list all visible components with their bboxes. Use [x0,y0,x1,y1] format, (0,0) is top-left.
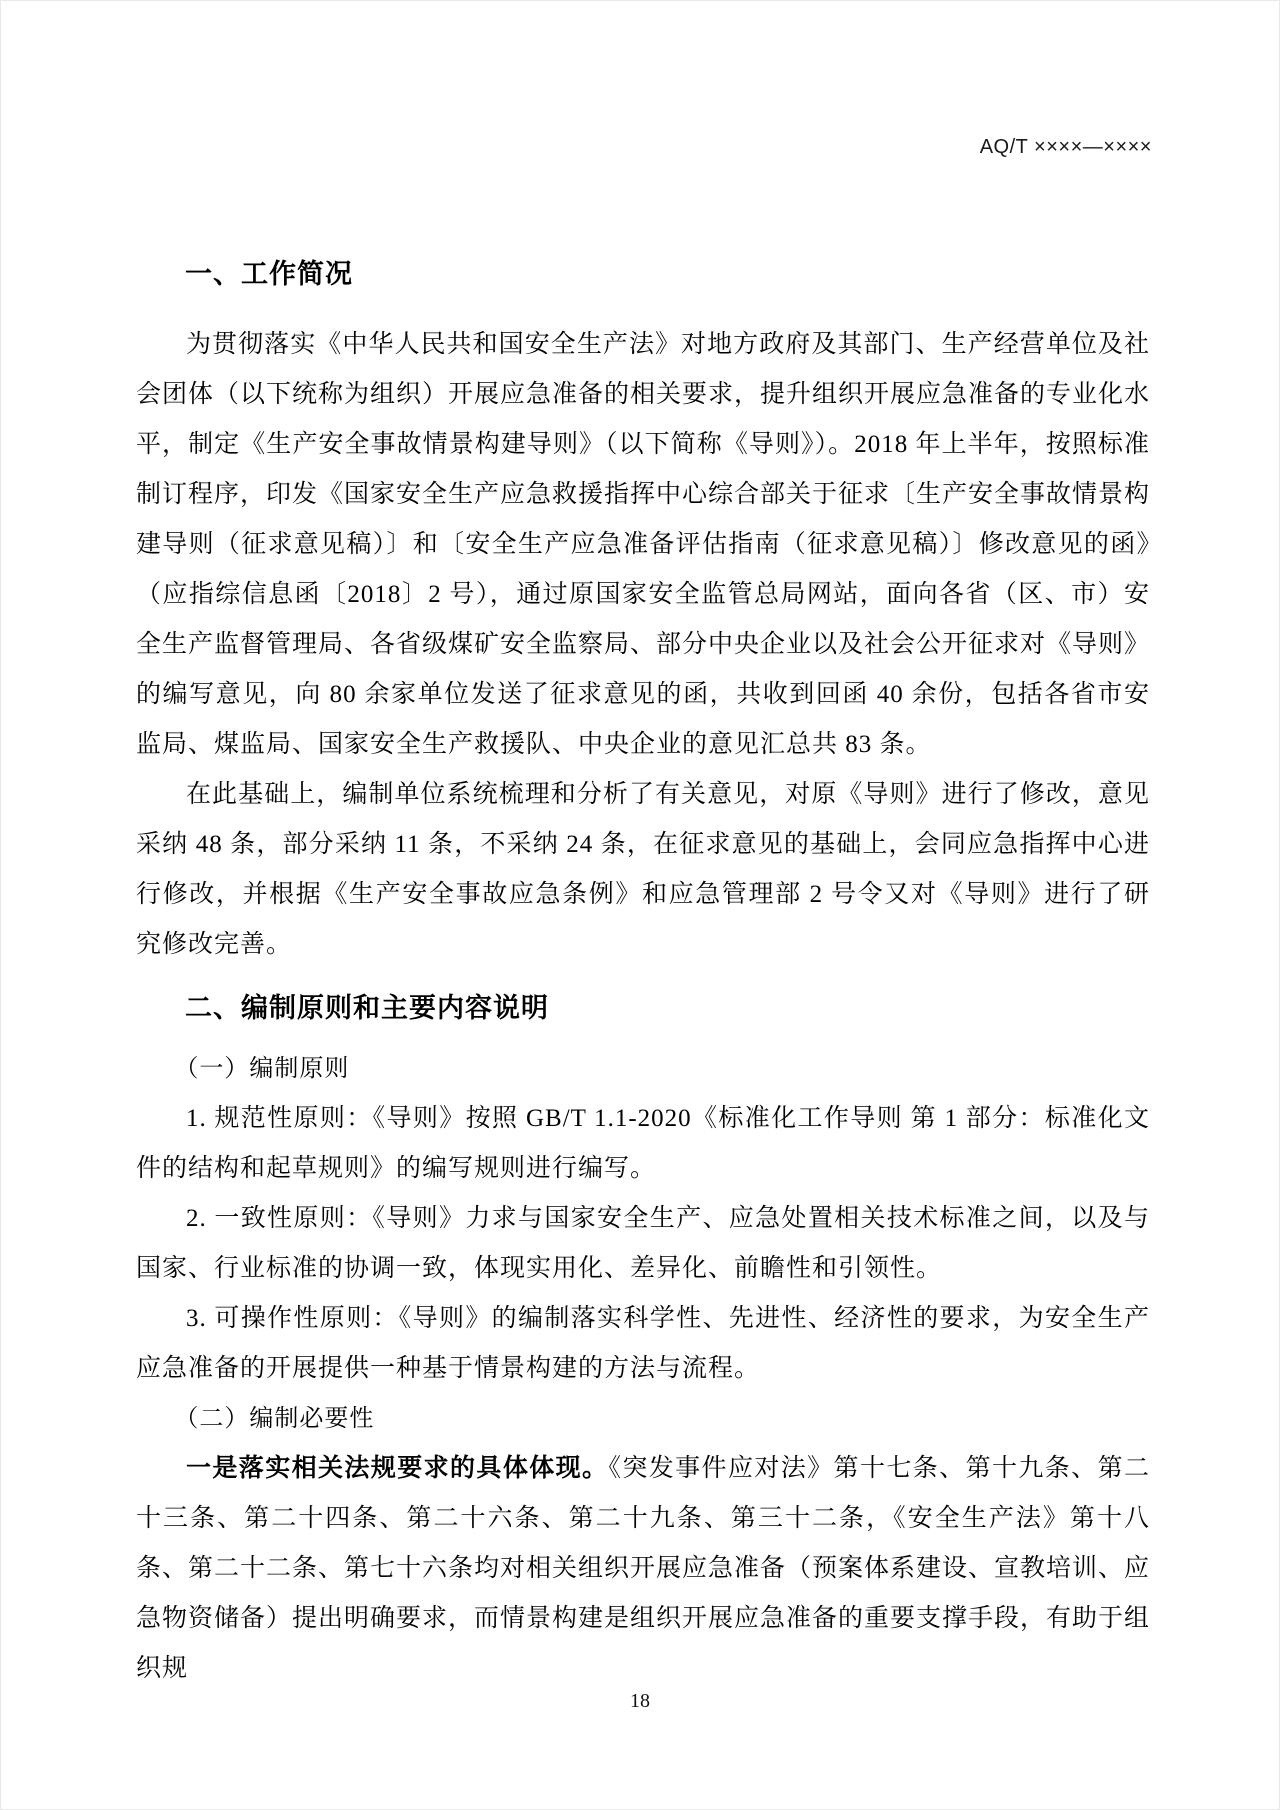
paragraph-work-overview-2: 在此基础上，编制单位系统梳理和分析了有关意见，对原《导则》进行了修改，意见采纳 48 条，部分采纳 11 条，不采纳 24 条，在征求意见的基础上，会同应急指挥中心进行修改，并根据《生产安全事故应急条例》和应急管理部 2 号令又对《导则》进行了研究修改完善。 [136,781,1150,958]
subsection-heading-compilation-principles: （一）编制原则 [174,1056,350,1082]
paragraph-necessity-1 [136,1444,1150,1694]
paragraph-principle-operability: 3. 可操作性原则：《导则》的编制落实科学性、先进性、经济性的要求，为安全生产应急准备的开展提供一种基于情景构建的方法与流程。 [136,1305,1150,1382]
page-number: 18 [630,1690,650,1712]
paragraph-work-overview-1: 为贯彻落实《中华人民共和国安全生产法》对地方政府及其部门、生产经营单位及社会团体（以下统称为组织）开展应急准备的相关要求，提升组织开展应急准备的专业化水平，制定《生产安全事故情景构建导则》（以下简称《导则》）。2018 年上半年，按照标准制订程序，印发《国家安全生产应急救援指挥中心综合部关于征求〔生产安全事故情景构建导则（征求意见稿）〕和〔安全生产应急准备评估指南（征求意见稿）〕修改意见的函》（应指综信息函〔2018〕2 号），通过原国家安全监管总局网站，面向各省（区、市）安全生产监督管理局、各省级煤矿安全监察局、部分中央企业以及社会公开征求对《导则》的编写意见，向 80 余家单位发送了征求意见的函，共收到回函 40 余份，包括各省市安监局、煤监局、国家安全生产救援队、中央企业的意见汇总共 83 条。 [136,331,1151,758]
paragraph-principle-normative: 1. 规范性原则：《导则》按照 GB/T 1.1-2020《标准化工作导则 第 1 部分：标准化文件的结构和起草规则》的编写规则进行编写。 [136,1105,1150,1182]
section-heading-principles-and-content: 二、编制原则和主要内容说明 [185,993,549,1023]
section-heading-work-overview: 一、工作简况 [185,259,353,289]
paragraph-necessity-1-text: 《突发事件应对法》第十七条、第十九条、第二十三条、第二十四条、第二十六条、第二十九条、第三十二条，《安全生产法》第十八条、第二十二条、第七十六条均对相关组织开展应急准备（预案体系建设、宣教培训、应急物资储备）提出明确要求，而情景构建是组织开展应急准备的重要支撑手段，有助于组织规 [136,1455,1151,1682]
document-content [136,252,1150,1694]
paragraph-principle-consistency: 2. 一致性原则：《导则》力求与国家安全生产、应急处置相关技术标准之间，以及与国家、行业标准的协调一致，体现实用化、差异化、前瞻性和引领性。 [136,1205,1150,1282]
bold-lead-phrase: 一是落实相关法规要求的具体体现。 [186,1455,609,1482]
standard-code-header: AQ/T ××××—×××× [979,136,1152,158]
subsection-heading-compilation-necessity: （二）编制必要性 [174,1406,375,1432]
